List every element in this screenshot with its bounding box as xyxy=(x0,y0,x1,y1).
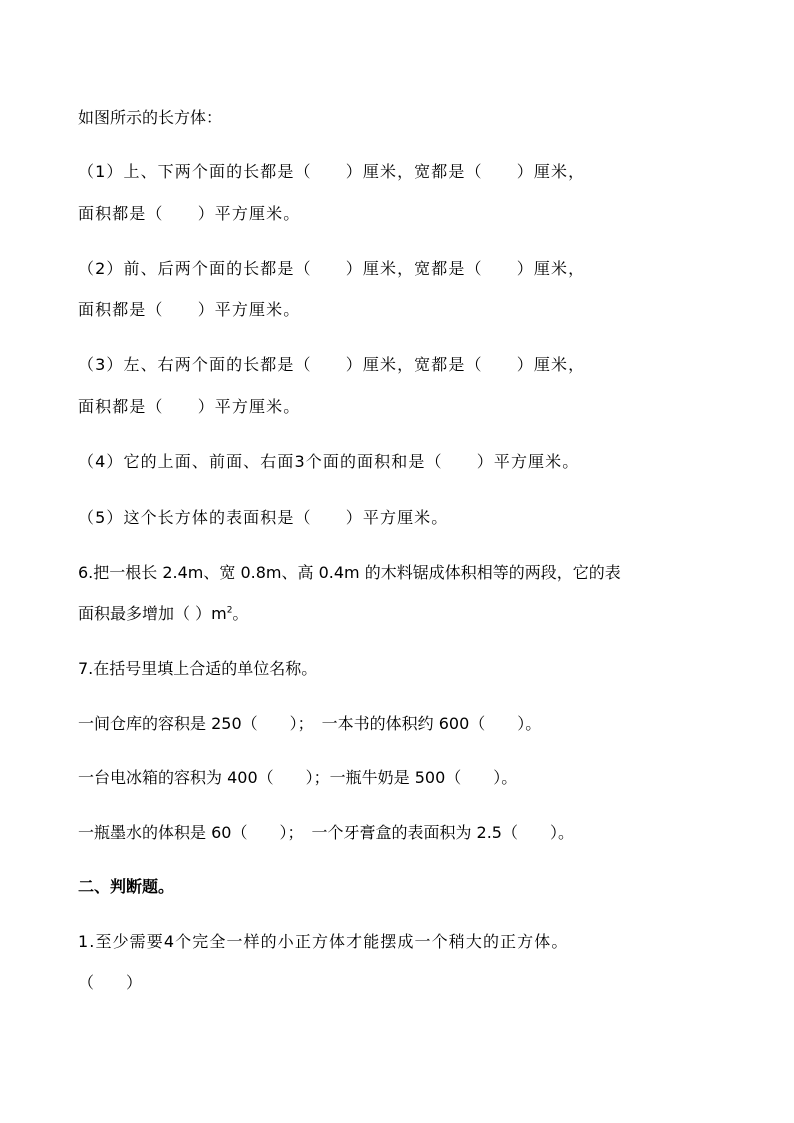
question-6-text: 面积最多增加（ ）m xyxy=(78,604,227,623)
question-7-line-3: 一瓶墨水的体积是 60（ ）； 一个牙膏盒的表面积为 2.5（ ）。 xyxy=(78,823,574,842)
question-6-end: 。 xyxy=(232,604,249,623)
question-3-line-2: 面积都是（ ）平方厘米。 xyxy=(78,397,301,416)
question-7-title: 7.在括号里填上合适的单位名称。 xyxy=(78,659,318,678)
question-7-line-1: 一间仓库的容积是 250（ ）； 一本书的体积约 600（ ）。 xyxy=(78,714,542,733)
question-7-line-2: 一台电冰箱的容积为 400（ ）；一瓶牛奶是 500（ ）。 xyxy=(78,768,518,787)
judge-1-line-2: （ ） xyxy=(78,973,143,992)
intro-text: 如图所示的长方体： xyxy=(78,108,223,127)
question-2-line-2: 面积都是（ ）平方厘米。 xyxy=(78,300,301,319)
question-1-line-2: 面积都是（ ）平方厘米。 xyxy=(78,204,301,223)
question-1-line-1: （1）上、下两个面的长都是（ ）厘米，宽都是（ ）厘米， xyxy=(78,162,586,181)
question-2-line-1: （2）前、后两个面的长都是（ ）厘米，宽都是（ ）厘米， xyxy=(78,259,586,278)
judge-1-line-1: 1.至少需要4个完全一样的小正方体才能摆成一个稍大的正方体。 xyxy=(78,932,569,951)
question-6-line-1: 6.把一根长 2.4m、宽 0.8m、高 0.4m 的木料锯成体积相等的两段，它的表 xyxy=(78,563,621,582)
section-2-title: 二、判断题。 xyxy=(78,877,175,896)
question-6-line-2 xyxy=(78,604,248,624)
question-5: （5）这个长方体的表面积是（ ）平方厘米。 xyxy=(78,508,449,527)
square-superscript: 2 xyxy=(226,605,233,616)
question-3-line-1: （3）左、右两个面的长都是（ ）厘米，宽都是（ ）厘米， xyxy=(78,355,586,374)
question-4: （4）它的上面、前面、右面3个面的面积和是（ ）平方厘米。 xyxy=(78,452,580,471)
